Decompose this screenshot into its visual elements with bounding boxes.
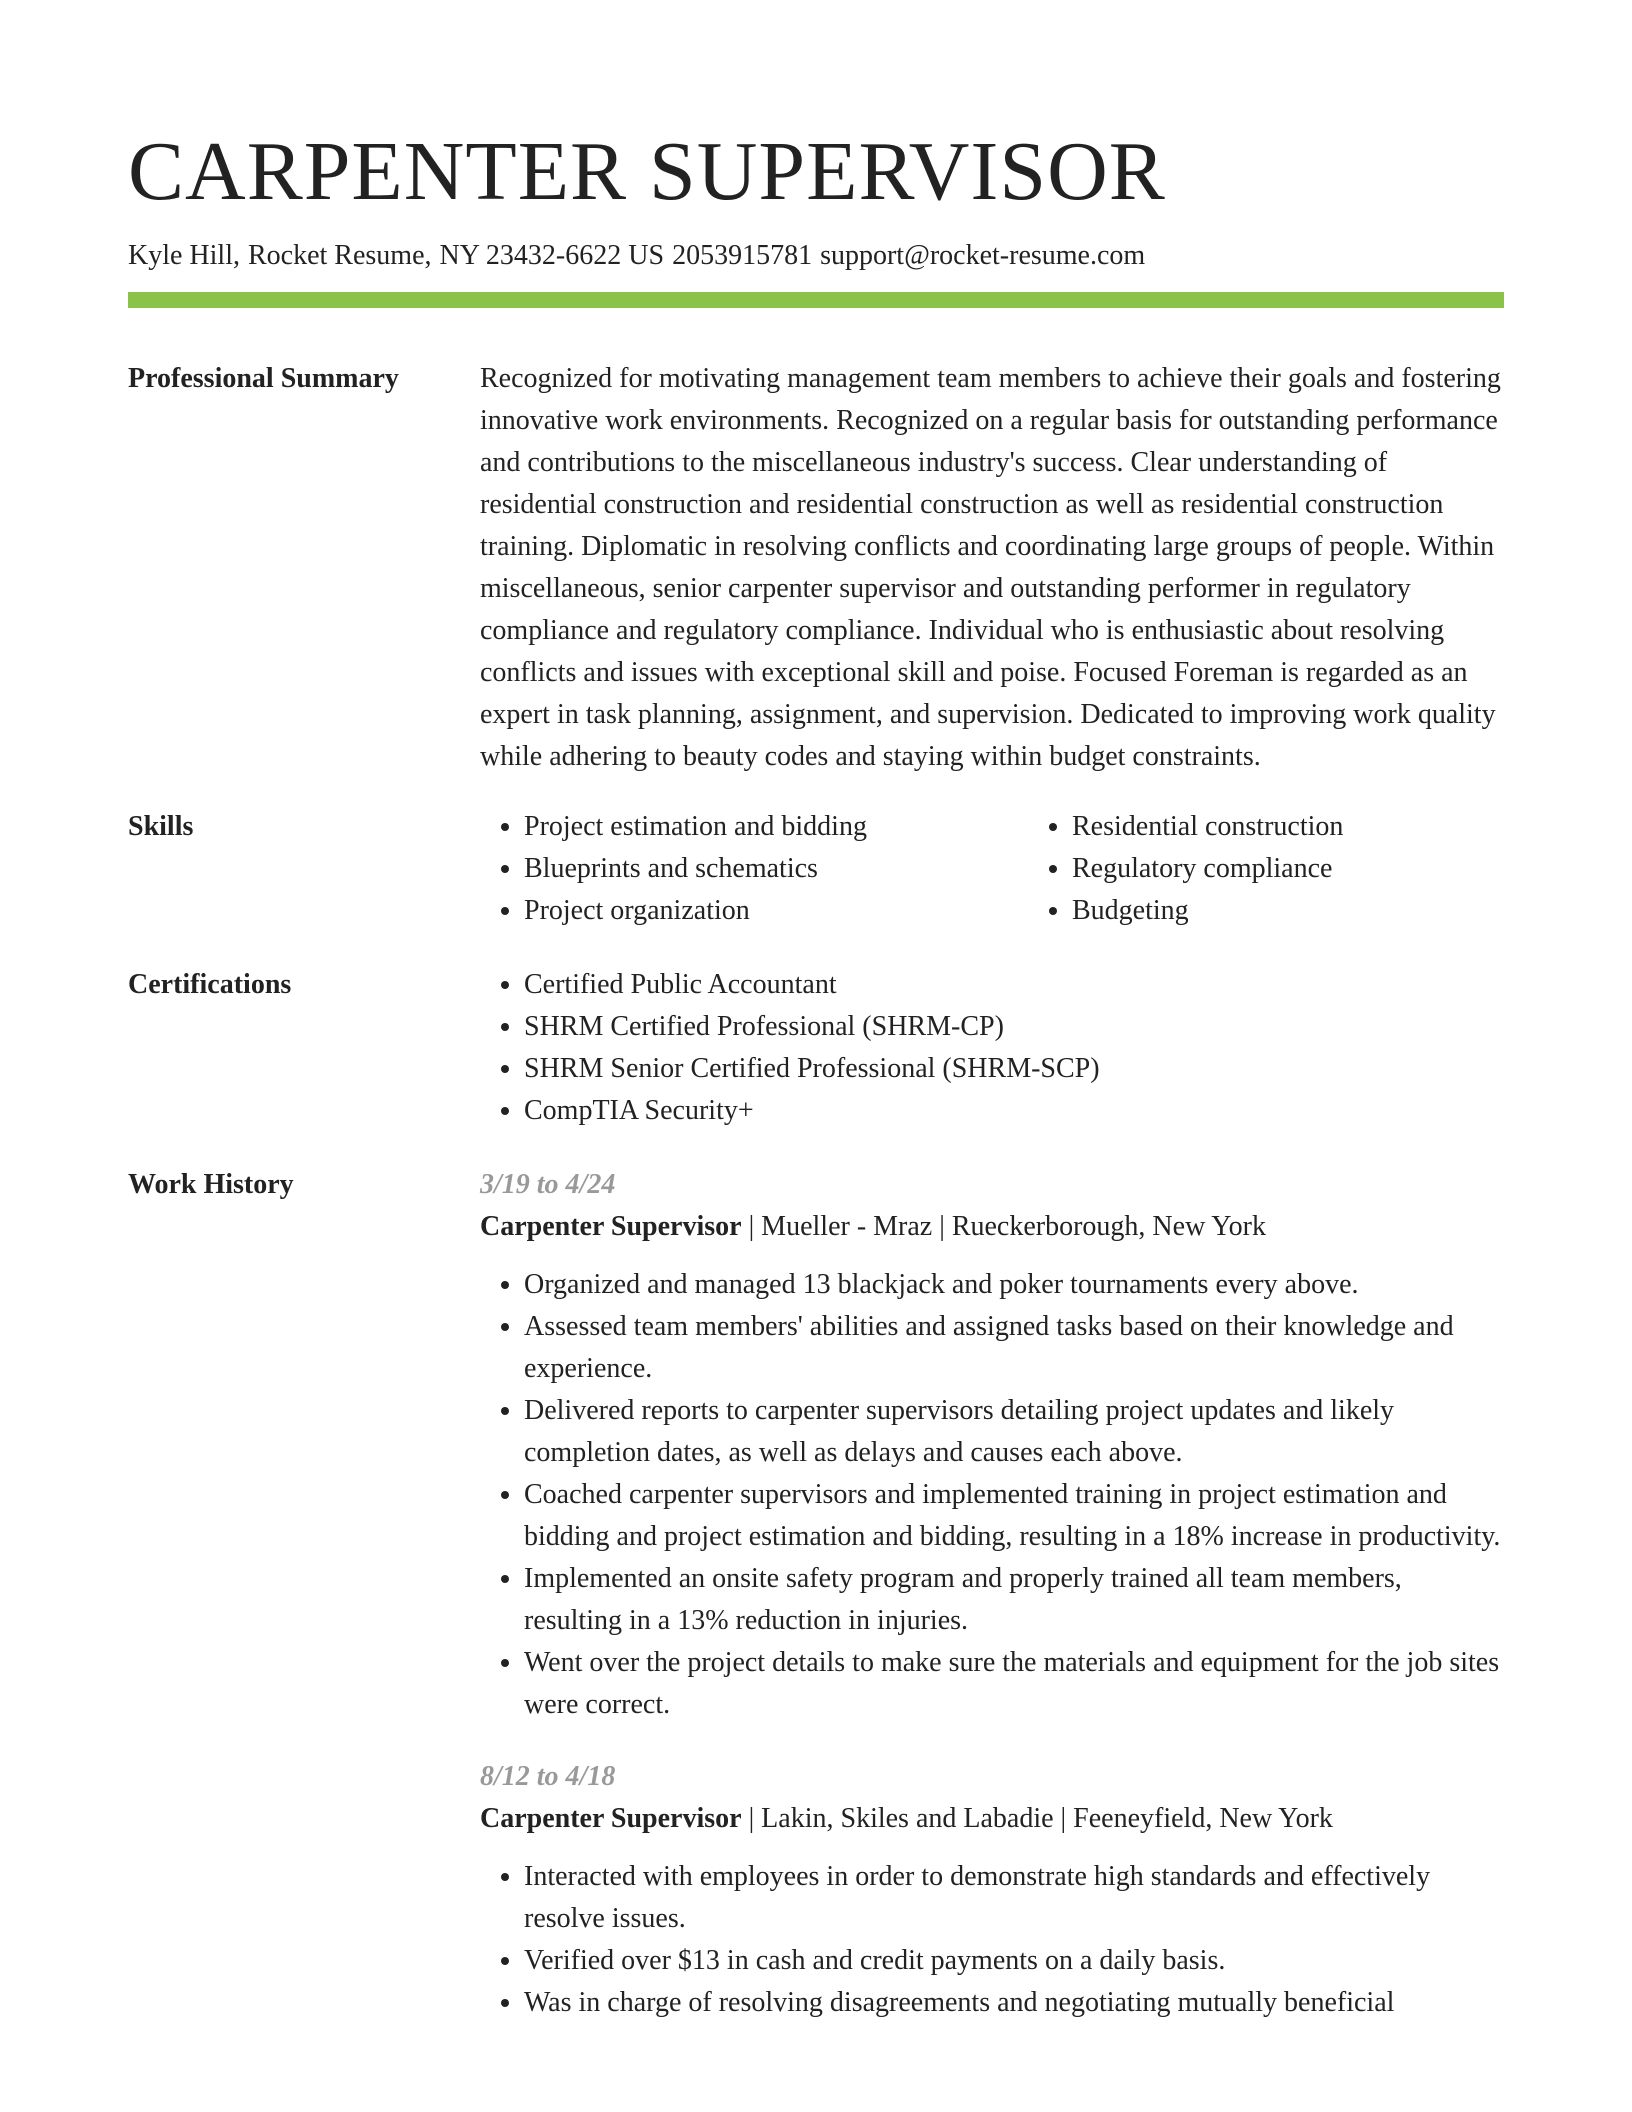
contact-email: support@rocket-resume.com [820, 240, 1146, 271]
list-item: • Was in charge of resolving disagreements and negotiating mutually beneficial [524, 1982, 1504, 2024]
list-item: • CompTIA Security+ [524, 1090, 1504, 1132]
list-item: • Delivered reports to carpenter supervisors detailing project updates and likely completion dates, as well as delays and causes each above. [524, 1390, 1504, 1474]
skills-column-2 [1028, 806, 1576, 932]
job-bullets [480, 1856, 1504, 2024]
list-item: • Went over the project details to make sure the materials and equipment for the job sites were correct. [524, 1642, 1504, 1726]
section-heading: Certifications [128, 969, 292, 1000]
job-entry [480, 1756, 1504, 2024]
work-history-body [480, 1164, 1504, 2024]
list-item: • Interacted with employees in order to demonstrate high standards and effectively resolve issues. [524, 1856, 1504, 1940]
section-heading: Skills [128, 811, 194, 842]
summary-text: Recognized for motivating management team members to achieve their goals and fostering innovative work environments. Recognized on a regular basis for outstanding performance and contributions to the miscellaneous industry's success. Clear understanding of residential construction and residential construction as well as residential construction training. Diplomatic in resolving conflicts and coordinating large groups of people. Within miscellaneous, senior carpenter supervisor and outstanding performer in regulatory compliance and regulatory compliance. Individual who is enthusiastic about resolving conflicts and issues with exceptional skill and poise. Focused Foreman is regarded as an expert in task planning, assignment, and supervision. Dedicated to improving work quality while adhering to beauty codes and staying within budget constraints. [480, 363, 1501, 772]
list-item: • Regulatory compliance [1072, 848, 1576, 890]
list-item: • Residential construction [1072, 806, 1576, 848]
certifications-section [128, 964, 1504, 1132]
contact-company: Rocket Resume, [248, 240, 432, 271]
section-heading: Professional Summary [128, 363, 399, 394]
job-title: Carpenter Supervisor [480, 1211, 742, 1242]
certifications-body [480, 964, 1504, 1132]
job-bullets [480, 1264, 1504, 1726]
job-dates: 8/12 to 4/18 [480, 1761, 616, 1792]
certifications-list [480, 964, 1504, 1132]
job-entry [480, 1164, 1504, 1726]
list-item: • Organized and managed 13 blackjack and poker tournaments every above. [524, 1264, 1504, 1306]
skills-section [128, 806, 1504, 932]
section-heading: Work History [128, 1169, 294, 1200]
job-heading [480, 1206, 1504, 1248]
list-item: • Assessed team members' abilities and assigned tasks based on their knowledge and experience. [524, 1306, 1504, 1390]
job-title: Carpenter Supervisor [480, 1803, 742, 1834]
contact-person: Kyle Hill, [128, 240, 240, 271]
contact-line [128, 236, 1504, 276]
list-item: • Certified Public Accountant [524, 964, 1504, 1006]
list-item: • Coached carpenter supervisors and implemented training in project estimation and bidding and project estimation and bidding, resulting in a 18% increase in productivity. [524, 1474, 1504, 1558]
list-item: • Blueprints and schematics [524, 848, 1028, 890]
header-divider [128, 292, 1504, 308]
summary-section [128, 358, 1504, 778]
contact-location: NY 23432-6622 US [439, 240, 665, 271]
job-dates: 3/19 to 4/24 [480, 1169, 616, 1200]
list-item: • Project organization [524, 890, 1028, 932]
job-details: | Mueller - Mraz | Rueckerborough, New York [741, 1211, 1267, 1242]
list-item: • Implemented an onsite safety program and properly trained all team members, resulting in a 13% reduction in injuries. [524, 1558, 1504, 1642]
list-item: • Project estimation and bidding [524, 806, 1028, 848]
work-history-section [128, 1164, 1504, 2024]
summary-body [480, 358, 1504, 778]
contact-phone: 2053915781 [672, 240, 813, 271]
skills-grid [480, 806, 1576, 932]
job-details: | Lakin, Skiles and Labadie | Feeneyfield, New York [741, 1803, 1333, 1834]
resume-page [128, 118, 1504, 2024]
list-item: • SHRM Senior Certified Professional (SHRM-SCP) [524, 1048, 1504, 1090]
skills-column-1 [480, 806, 1028, 932]
skills-body [480, 806, 1576, 932]
job-heading [480, 1798, 1504, 1840]
list-item: • SHRM Certified Professional (SHRM-CP) [524, 1006, 1504, 1048]
resume-title: CARPENTER SUPERVISOR [128, 125, 1166, 218]
list-item: • Verified over $13 in cash and credit payments on a daily basis. [524, 1940, 1504, 1982]
list-item: • Budgeting [1072, 890, 1576, 932]
